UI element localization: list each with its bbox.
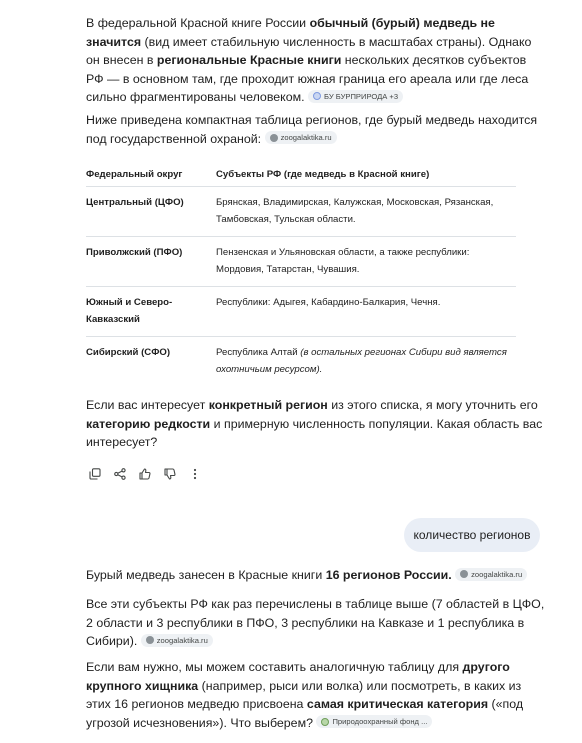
- text: В федеральной Красной книге России: [86, 16, 310, 30]
- table-row: [86, 237, 516, 287]
- bold-text: другого крупного хищника: [86, 660, 510, 693]
- table-cell-district: Южный и Северо-Кавказский: [86, 287, 216, 337]
- text: и примерную численность популяции. Какая область вас интересует?: [86, 416, 543, 450]
- table-header-subjects: Субъекты РФ (где медведь в Красной книге): [216, 168, 430, 180]
- bold-text: конкретный регион: [208, 398, 328, 412]
- bold-text: категорию редкости: [86, 416, 211, 431]
- cell-note: (в остальных регионах Сибири вид является охотничьим ресурсом).: [216, 347, 507, 375]
- source-favicon-icon: [146, 636, 154, 644]
- table-row: [86, 337, 516, 387]
- response-actions: [88, 467, 202, 481]
- source-chip-label: Природоохранный фонд ...: [332, 717, 428, 727]
- source-favicon-icon: [313, 92, 321, 100]
- table-row: [86, 187, 516, 237]
- share-icon[interactable]: [113, 467, 127, 481]
- bold-text: региональные Красные книги: [156, 53, 342, 68]
- source-chip[interactable]: [265, 131, 337, 144]
- cell-text: Республика Алтай: [216, 347, 301, 358]
- thumbs-down-icon[interactable]: [163, 467, 177, 481]
- table-cell-subjects: [216, 337, 516, 387]
- response-paragraph-2: [86, 111, 546, 148]
- copy-icon[interactable]: [88, 467, 102, 481]
- source-chip-label: zoogalaktika.ru: [156, 635, 208, 645]
- user-message-bubble: [404, 518, 540, 552]
- source-chip[interactable]: [308, 90, 403, 103]
- text: Бурый медведь занесен в Красные книги: [86, 568, 326, 582]
- text: (вид имеет стабильную численность в масштабах страны). Однако он внесен в: [86, 34, 532, 68]
- table-cell-subjects: Пензенская и Ульяновская области, а также республики: Мордовия, Татарстан, Чувашия.: [216, 237, 516, 287]
- source-chip-label: БУ БУРПРИРОДА +3: [324, 91, 399, 101]
- user-message-text: количество регионов: [413, 528, 531, 542]
- response-paragraph-5: [86, 595, 546, 651]
- table-row: [86, 287, 516, 337]
- text: нескольких десятков субъектов РФ — в основном там, где проходит южная граница его ареала или где леса сильно фрагментированы человеком.: [86, 53, 529, 105]
- bold-text: 16 регионов России.: [325, 568, 452, 582]
- response-paragraph-4: [86, 566, 546, 585]
- table-cell-district: Приволжский (ПФО): [86, 237, 216, 287]
- text: Ниже приведена компактная таблица регионов, где бурый медведь находится под государственной охраной:: [86, 113, 538, 146]
- regions-table: [86, 162, 516, 387]
- text: Если вам нужно, мы можем составить аналогичную таблицу для: [86, 660, 463, 674]
- source-chip[interactable]: [455, 568, 527, 581]
- source-chip-label: zoogalaktika.ru: [471, 569, 523, 579]
- source-chip-label: zoogalaktika.ru: [280, 133, 332, 143]
- bold-text: обычный (бурый) медведь не значится: [86, 16, 495, 49]
- source-favicon-icon: [270, 134, 278, 142]
- source-chip[interactable]: [316, 715, 432, 728]
- more-vert-icon[interactable]: [188, 467, 202, 481]
- source-favicon-icon: [460, 570, 468, 578]
- response-paragraph-3: [86, 396, 546, 452]
- text: (например, рыси или волка) или посмотреть, в каких из этих 16 регионов медведю присвоена: [86, 678, 522, 712]
- bold-text: самая критическая категория: [306, 697, 489, 712]
- table-cell-district: Центральный (ЦФО): [86, 187, 216, 237]
- text: Все эти субъекты РФ как раз перечислены в таблице выше (7 областей в ЦФО, 2 области и 3 республики в ПФО, 3 республики на Кавказе и 1 республика в Сибири).: [86, 597, 545, 649]
- table-cell-subjects: Республики: Адыгея, Кабардино-Балкария, Чечня.: [216, 287, 516, 337]
- table-header-district: Федеральный округ: [86, 168, 183, 180]
- text: Если вас интересует: [86, 398, 209, 412]
- text: («под угрозой исчезновения»). Что выберем?: [86, 697, 524, 730]
- source-chip[interactable]: [141, 634, 213, 647]
- response-paragraph-1: [86, 14, 546, 107]
- table-cell-district: Сибирский (СФО): [86, 337, 216, 387]
- source-favicon-icon: [321, 718, 329, 726]
- thumbs-up-icon[interactable]: [138, 467, 152, 481]
- table-cell-subjects: Брянская, Владимирская, Калужская, Московская, Рязанская, Тамбовская, Тульская области.: [216, 187, 516, 237]
- text: из этого списка, я могу уточнить его: [327, 398, 538, 412]
- response-paragraph-6: [86, 658, 546, 732]
